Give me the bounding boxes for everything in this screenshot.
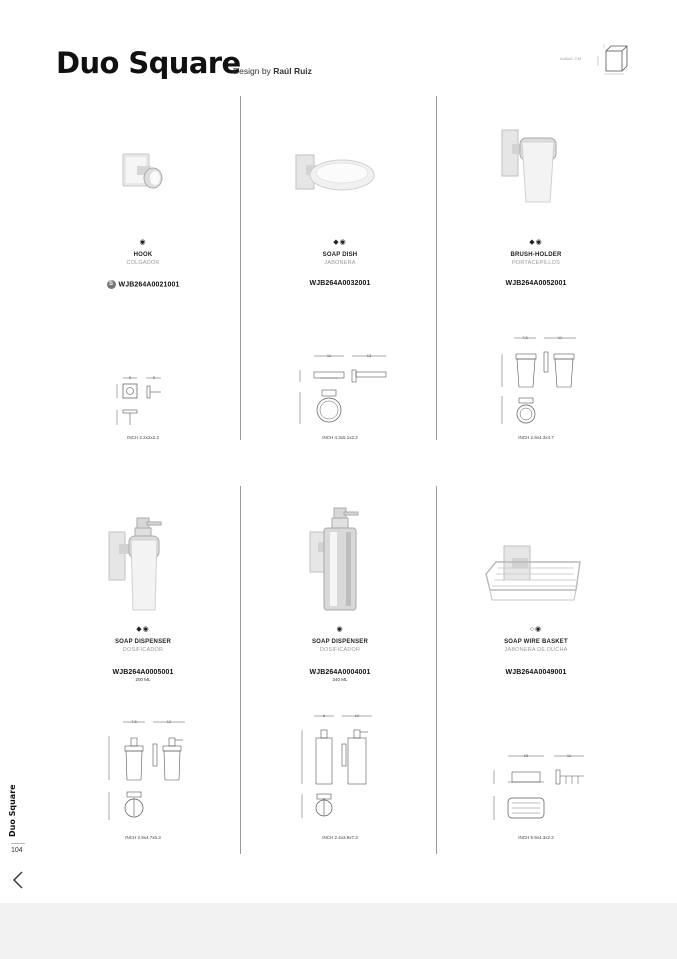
design-credit xyxy=(233,66,312,76)
capacity: 200 ML xyxy=(135,677,151,682)
product-code: WJB264A0004001 xyxy=(309,669,371,676)
soap-dispenser-200-technical-drawing xyxy=(53,716,233,831)
product-code: WJB264A0032001 xyxy=(309,280,371,287)
product-name: BRUSH-HOLDER xyxy=(510,252,562,258)
product-name: HOOK xyxy=(133,252,153,258)
product-code xyxy=(53,280,233,289)
product-name-es: JABONERA xyxy=(324,260,356,266)
dim-top-2: 10 xyxy=(354,713,360,718)
section-divider xyxy=(11,843,25,844)
finish-icons: ◉ xyxy=(336,626,344,633)
brush-holder-technical-drawing xyxy=(446,332,626,432)
dimensions-legend xyxy=(560,42,630,78)
hook-technical-drawing xyxy=(53,370,233,430)
dim-top-1: 7,5 xyxy=(131,719,137,724)
product-name: SOAP DISH xyxy=(322,252,358,258)
soap-dispenser-200-product-image xyxy=(53,516,233,612)
dim-top-2: 5 xyxy=(152,375,156,380)
dim-top-1: 5 xyxy=(128,375,132,380)
dimensions-legend-label: AxBxC CM xyxy=(560,56,582,61)
inch-dimensions: INCH 2.4x3.9x7.3 xyxy=(322,835,358,840)
soap-dispenser-240-product-image xyxy=(250,506,430,612)
page-title: Duo Square xyxy=(56,46,241,80)
section-label: Duo Square xyxy=(8,784,17,837)
column-divider xyxy=(240,96,241,440)
finish-icons: ◆◉ xyxy=(333,239,347,246)
product-name: SOAP WIRE BASKET xyxy=(504,639,568,645)
hook-product-image xyxy=(53,150,233,195)
soap-wire-basket-product-image xyxy=(446,544,626,604)
product-name-es: DOSIFICADOR xyxy=(319,647,361,653)
dim-top-2: 11 xyxy=(566,753,572,758)
finish-icons: ◆◉ xyxy=(136,626,150,633)
product-name-es: JABONERA DE DUCHA xyxy=(504,647,568,653)
made-in-spain-badge: S xyxy=(107,280,116,289)
dim-top-2: 13 xyxy=(366,353,372,358)
product-code-text: WJB264A0021001 xyxy=(118,281,180,289)
column-divider xyxy=(436,96,437,440)
design-credit-prefix: Design by xyxy=(233,66,271,76)
product-name-es: DOSIFICADOR xyxy=(122,647,164,653)
finish-icons: ◉ xyxy=(139,239,147,246)
dim-top-1: 15 xyxy=(523,753,529,758)
capacity: 240 ML xyxy=(332,677,348,682)
product-name-es: PORTACEPILLOS xyxy=(512,260,560,266)
product-code: WJB264A0052001 xyxy=(505,280,567,287)
designer-name: Raúl Ruiz xyxy=(273,66,312,76)
chevron-left-icon[interactable] xyxy=(10,870,26,890)
soap-dish-product-image xyxy=(250,145,430,200)
inch-dimensions: INCH 5.9x4.3x2.2 xyxy=(518,835,554,840)
dimension-cube-icon xyxy=(594,42,630,78)
dim-top-1: 6 xyxy=(322,713,326,718)
inch-dimensions: INCH 2.9x4.7x6.3 xyxy=(125,835,161,840)
inch-dimensions: INCH 4.3x5.1x2.2 xyxy=(322,435,358,440)
page-number: 104 xyxy=(11,847,23,854)
product-code: WJB264A0005001 xyxy=(112,669,174,676)
dim-top-2: 12 xyxy=(166,719,172,724)
soap-wire-basket-technical-drawing xyxy=(446,750,626,830)
viewer-footer-bar xyxy=(0,903,677,959)
brush-holder-product-image xyxy=(446,128,626,204)
soap-dish-technical-drawing xyxy=(250,350,430,430)
dim-top-1: 11 xyxy=(326,353,332,358)
dim-top-2: 11 xyxy=(557,335,563,340)
finish-icons: ○◉ xyxy=(529,626,543,633)
product-name-es: COLGADOR xyxy=(126,260,160,266)
product-name: SOAP DISPENSER xyxy=(114,639,172,645)
column-divider xyxy=(436,486,437,854)
column-divider xyxy=(240,486,241,854)
finish-icons: ◆◉ xyxy=(529,239,543,246)
inch-dimensions: INCH 2.2x2x2.2 xyxy=(127,435,159,440)
dim-top-1: 7,5 xyxy=(522,335,528,340)
inch-dimensions: INCH 2.9x4.3x4.7 xyxy=(518,435,554,440)
product-code: WJB264A0049001 xyxy=(505,669,567,676)
soap-dispenser-240-technical-drawing xyxy=(250,710,430,830)
product-name: SOAP DISPENSER xyxy=(311,639,369,645)
